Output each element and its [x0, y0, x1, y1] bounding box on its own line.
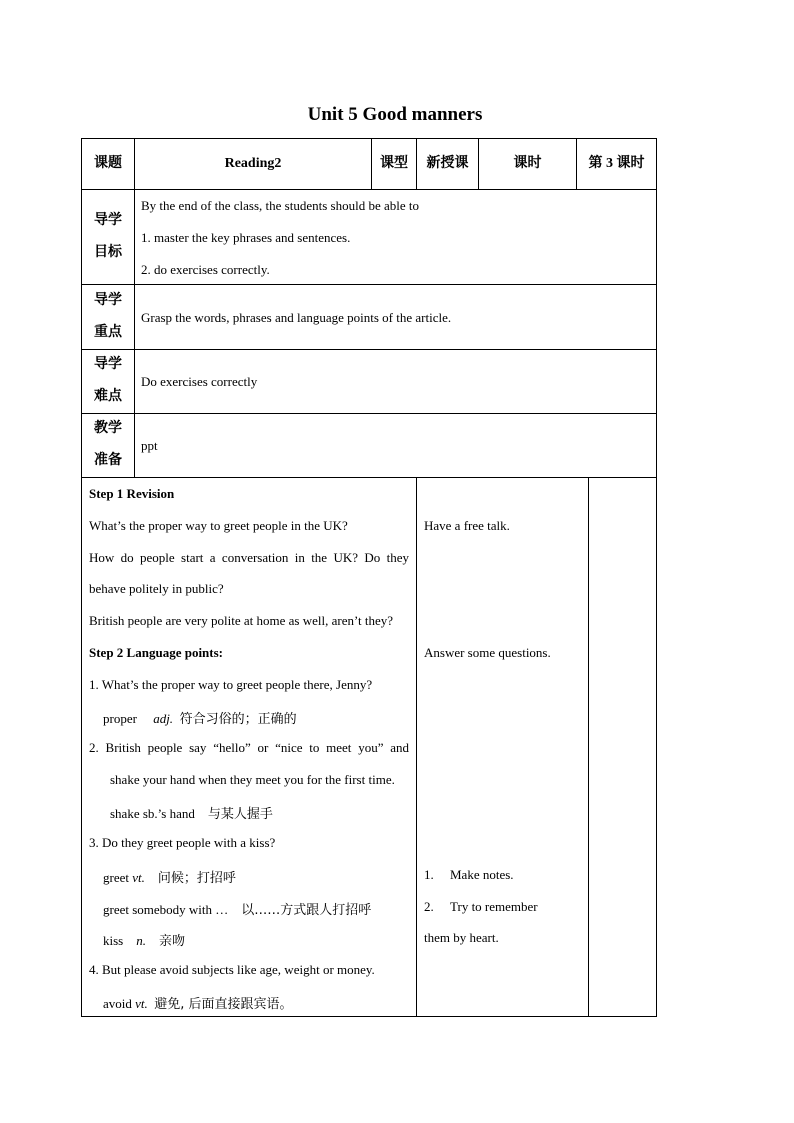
- goals-item-1: 1. master the key phrases and sentences.: [141, 230, 351, 245]
- keypoints-label-1: 导学: [94, 293, 122, 308]
- point-2-vocab: [110, 803, 273, 822]
- point-4: 4. But please avoid subjects like age, weight or money.: [89, 962, 375, 977]
- point-1-vocab: [103, 708, 297, 727]
- step1-question-2a: How do people start a conversation in the UK? Do they: [89, 550, 409, 565]
- step2-title: Step 2 Language points:: [89, 645, 223, 660]
- label-type: 课型: [380, 156, 408, 171]
- difficulties-text: Do exercises correctly: [141, 374, 258, 389]
- point-4-vocab: [103, 993, 293, 1012]
- point-2a: 2. British people say “hello” or “nice to meet you” and: [89, 740, 409, 755]
- activity-3-number: 1.: [424, 867, 434, 882]
- point-4-word: avoid: [103, 996, 132, 1011]
- keypoints-label-2: 重点: [94, 325, 122, 340]
- type-value: 新授课: [426, 156, 469, 171]
- activity-4-text: Try to remember: [450, 899, 538, 914]
- point-3-vocab: [103, 867, 236, 886]
- point-2-phrase: shake sb.’s hand: [110, 806, 195, 821]
- point-3-word: greet: [103, 870, 129, 885]
- goals-intro: By the end of the class, the students should be able to: [141, 198, 420, 213]
- step1-question-3: British people are very polite at home as well, aren’t they?: [89, 613, 394, 628]
- point-3-vocab-2: [103, 930, 185, 949]
- point-1-word: proper: [103, 711, 137, 726]
- topic-value: Reading2: [224, 156, 282, 171]
- activity-remember-2: them by heart.: [424, 930, 499, 945]
- point-4-meaning: 避免, 后面直接跟宾语。: [154, 997, 293, 1012]
- label-period: 课时: [513, 156, 542, 171]
- point-3-meaning: 问候；打招呼: [157, 871, 236, 886]
- step1-question-1: What’s the proper way to greet people in the UK?: [89, 518, 348, 533]
- point-3-phrase: greet somebody with …: [103, 902, 229, 917]
- point-3: 3. Do they greet people with a kiss?: [89, 835, 276, 850]
- page-title: Unit 5 Good manners: [307, 104, 483, 125]
- activity-make-notes: [424, 867, 514, 883]
- difficulties-label-2: 难点: [94, 389, 122, 404]
- point-3-word-2: kiss: [103, 933, 124, 948]
- difficulties-label-1: 导学: [94, 357, 122, 372]
- point-3-phrase-row: [103, 899, 371, 918]
- point-1-pos: adj.: [153, 711, 174, 726]
- activity-answer-questions: Answer some questions.: [424, 645, 551, 660]
- preparation-label-1: 教学: [94, 421, 122, 436]
- goals-item-2: 2. do exercises correctly.: [141, 262, 270, 277]
- activity-remember: [424, 899, 538, 915]
- point-3-phrase-meaning: 以……方式跟人打招呼: [241, 903, 372, 918]
- preparation-text: ppt: [141, 438, 158, 453]
- step1-title: Step 1 Revision: [89, 486, 175, 501]
- activity-4-number: 2.: [424, 899, 434, 914]
- step1-question-2b: behave politely in public?: [89, 581, 224, 596]
- point-2b: shake your hand when they meet you for the first time.: [110, 772, 395, 787]
- point-4-pos: vt.: [135, 996, 148, 1011]
- point-3-meaning-2: 亲吻: [158, 934, 185, 949]
- keypoints-text: Grasp the words, phrases and language points of the article.: [141, 310, 452, 325]
- point-1-meaning: 符合习俗的；正确的: [179, 712, 297, 727]
- preparation-label-2: 准备: [94, 453, 122, 468]
- goals-label-1: 导学: [94, 213, 122, 228]
- point-3-pos-2: n.: [136, 933, 146, 948]
- point-1: 1. What’s the proper way to greet people there, Jenny?: [89, 677, 373, 692]
- goals-label-2: 目标: [94, 245, 122, 260]
- point-2-meaning: 与某人握手: [207, 807, 273, 822]
- point-3-pos: vt.: [132, 870, 145, 885]
- activity-3-text: Make notes.: [450, 867, 514, 882]
- period-value: 第 3 课时: [588, 156, 645, 171]
- label-topic: 课题: [94, 156, 122, 171]
- activity-free-talk: Have a free talk.: [424, 518, 510, 533]
